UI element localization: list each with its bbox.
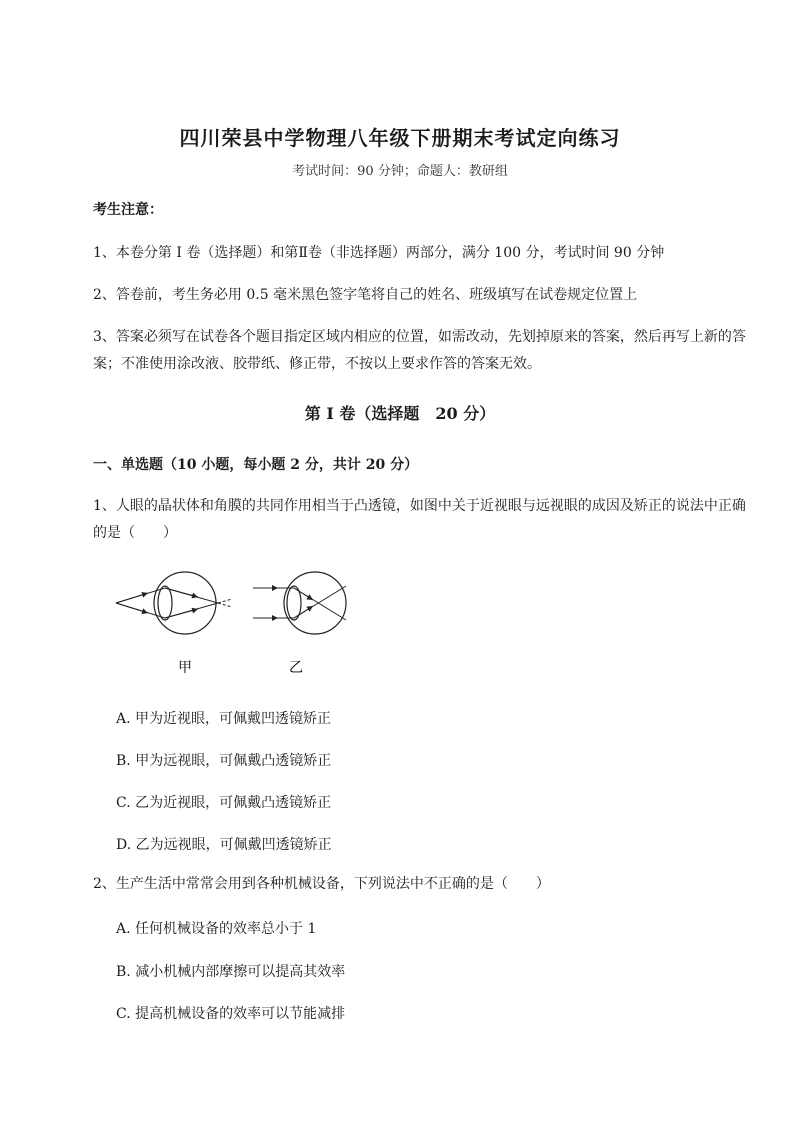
question-1-option-b[interactable]: B. 甲为远视眼，可佩戴凸透镜矫正 [116, 753, 332, 769]
notice-item-3: 3、答案必须写在试卷各个题目指定区域内相应的位置，如需改动，先划掉原来的答案，然后再写上新的答案；不准使用涂改液、胶带纸、修正带，不按以上要求作答的答案无效。 [93, 329, 746, 372]
page-title: 四川荣县中学物理八年级下册期末考试定向练习 [179, 126, 621, 150]
part-heading: 一、单选题（10 小题，每小题 2 分，共计 20 分） [93, 457, 419, 473]
exam-info: 考试时间：90 分钟；命题人：教研组 [292, 164, 508, 179]
notice-item-1: 1、本卷分第 I 卷（选择题）和第Ⅱ卷（非选择题）两部分，满分 100 分，考试时间 90 分钟 [93, 245, 665, 261]
eye-yi-diagram [253, 572, 346, 634]
question-1-stem: 1、人眼的晶状体和角膜的共同作用相当于凸透镜，如图中关于近视眼与远视眼的成因及矫正的说法中正确的是（ ） [93, 498, 746, 541]
figure-label-jia: 甲 [178, 660, 192, 676]
question-1-option-a[interactable]: A. 甲为近视眼，可佩戴凹透镜矫正 [116, 711, 332, 727]
question-2-option-c[interactable]: C. 提高机械设备的效率可以节能减排 [116, 1006, 346, 1022]
section-title: 第 I 卷（选择题 20 分） [304, 404, 496, 423]
eye-diagram-figure [108, 566, 358, 686]
figure-label-yi: 乙 [289, 660, 303, 676]
question-2-option-b[interactable]: B. 减小机械内部摩擦可以提高其效率 [116, 964, 346, 980]
question-2-option-a[interactable]: A. 任何机械设备的效率总小于 1 [116, 921, 317, 937]
notice-item-2: 2、答卷前，考生务必用 0.5 毫米黑色签字笔将自己的姓名、班级填写在试卷规定位置上 [93, 287, 638, 303]
eye-jia-diagram [116, 572, 232, 634]
notice-heading: 考生注意： [93, 202, 163, 218]
question-1-option-c[interactable]: C. 乙为近视眼，可佩戴凸透镜矫正 [116, 795, 332, 811]
question-1-option-d[interactable]: D. 乙为远视眼，可佩戴凹透镜矫正 [116, 837, 332, 853]
question-2-stem: 2、生产生活中常常会用到各种机械设备，下列说法中不正确的是（ ） [93, 876, 550, 892]
